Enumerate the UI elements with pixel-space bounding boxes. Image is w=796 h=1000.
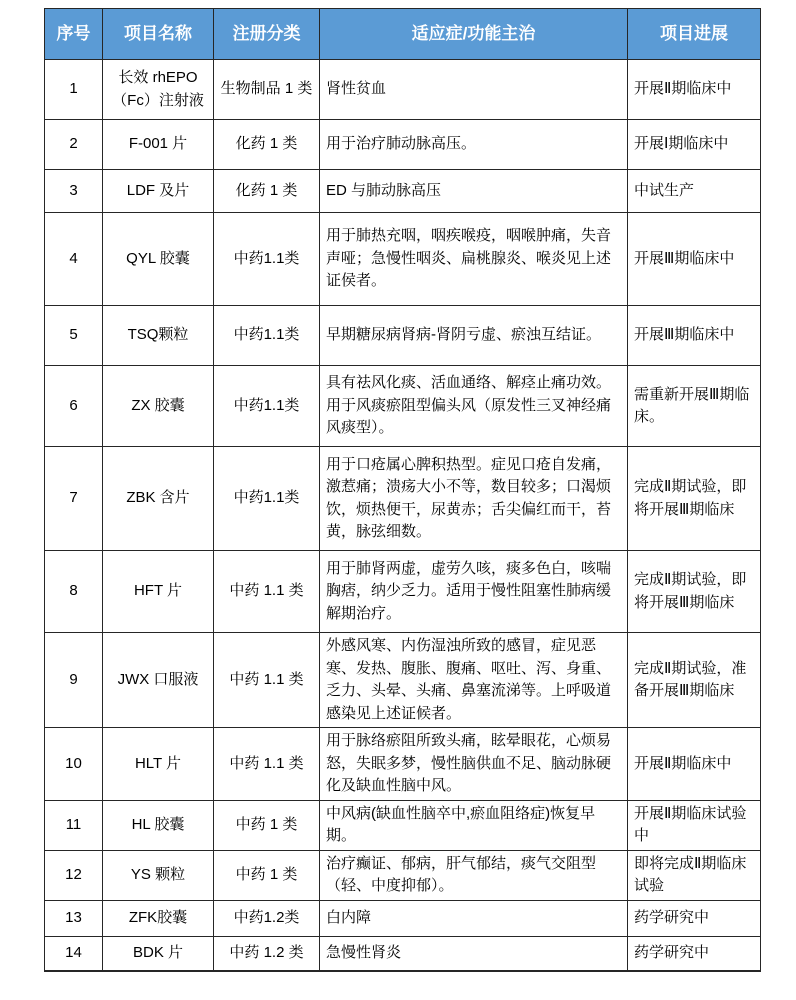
cell-indication: 用于口疮属心脾积热型。症见口疮自发痛，激惹痛；溃疡大小不等，数目较多；口渴烦饮，烦热便干，尿黄赤；舌尖偏红而干，苔黄，脉弦细数。: [320, 447, 628, 551]
cell-index: 7: [45, 447, 103, 551]
cell-index: 6: [45, 366, 103, 447]
table-row: [45, 633, 761, 728]
cell-index: 5: [45, 306, 103, 366]
cell-index: 8: [45, 551, 103, 633]
table-row: [45, 447, 761, 551]
cell-index: 13: [45, 900, 103, 936]
cell-indication: 肾性贫血: [320, 60, 628, 120]
cell-indication: 具有祛风化痰、活血通络、解痉止痛功效。用于风痰瘀阻型偏头风（原发性三叉神经痛风痰型）。: [320, 366, 628, 447]
cell-registration-category: 中药 1.2 类: [214, 936, 320, 971]
cell-indication: 用于治疗肺动脉高压。: [320, 120, 628, 170]
table-row: [45, 850, 761, 900]
cell-progress: 开展Ⅱ期临床试验中: [628, 800, 761, 850]
cell-registration-category: 化药 1 类: [214, 170, 320, 213]
cell-progress: 开展Ⅱ期临床中: [628, 728, 761, 801]
cell-progress: 开展Ⅰ期临床中: [628, 120, 761, 170]
cell-indication: 中风病(缺血性脑卒中,瘀血阻络症)恢复早期。: [320, 800, 628, 850]
cell-index: 3: [45, 170, 103, 213]
cell-registration-category: 生物制品 1 类: [214, 60, 320, 120]
cell-project-name: ZX 胶囊: [103, 366, 214, 447]
drug-pipeline-table: [44, 8, 761, 972]
col-header-indication: 适应症/功能主治: [320, 9, 628, 60]
cell-project-name: HFT 片: [103, 551, 214, 633]
cell-index: 9: [45, 633, 103, 728]
cell-progress: 完成Ⅱ期试验，即将开展Ⅲ期临床: [628, 551, 761, 633]
cell-progress: 开展Ⅲ期临床中: [628, 213, 761, 306]
cell-project-name: F-001 片: [103, 120, 214, 170]
cell-project-name: ZFK胶囊: [103, 900, 214, 936]
cell-indication: 急慢性肾炎: [320, 936, 628, 971]
cell-index: 4: [45, 213, 103, 306]
cell-indication: 用于脉络瘀阻所致头痛，眩晕眼花，心烦易怒，失眠多梦，慢性脑供血不足、脑动脉硬化及缺血性脑中风。: [320, 728, 628, 801]
document-page: [44, 8, 761, 972]
table-row: [45, 60, 761, 120]
table-row: [45, 170, 761, 213]
col-header-registration-category: 注册分类: [214, 9, 320, 60]
cell-progress: 即将完成Ⅱ期临床试验: [628, 850, 761, 900]
cell-project-name: QYL 胶囊: [103, 213, 214, 306]
cell-project-name: YS 颗粒: [103, 850, 214, 900]
cell-progress: 中试生产: [628, 170, 761, 213]
cell-registration-category: 中药1.1类: [214, 447, 320, 551]
cell-indication: 白内障: [320, 900, 628, 936]
table-row: [45, 120, 761, 170]
cell-indication: 外感风寒、内伤湿浊所致的感冒，症见恶寒、发热、腹胀、腹痛、呕吐、泻、身重、乏力、头晕、头痛、鼻塞流涕等。上呼吸道感染见上述证候者。: [320, 633, 628, 728]
cell-registration-category: 中药1.1类: [214, 366, 320, 447]
cell-index: 14: [45, 936, 103, 971]
col-header-project-name: 项目名称: [103, 9, 214, 60]
cell-project-name: HL 胶囊: [103, 800, 214, 850]
cell-progress: 药学研究中: [628, 900, 761, 936]
cell-registration-category: 中药 1.1 类: [214, 728, 320, 801]
cell-registration-category: 中药 1 类: [214, 850, 320, 900]
cell-progress: 完成Ⅱ期试验，准备开展Ⅲ期临床: [628, 633, 761, 728]
table-row: [45, 306, 761, 366]
cell-registration-category: 中药 1.1 类: [214, 551, 320, 633]
cell-indication: 治疗癫证、郁病，肝气郁结，痰气交阻型（轻、中度抑郁）。: [320, 850, 628, 900]
cell-registration-category: 中药 1 类: [214, 800, 320, 850]
cell-progress: 开展Ⅱ期临床中: [628, 60, 761, 120]
cell-progress: 需重新开展Ⅲ期临床。: [628, 366, 761, 447]
cell-registration-category: 中药 1.1 类: [214, 633, 320, 728]
cell-project-name: 长效 rhEPO（Fc）注射液: [103, 60, 214, 120]
cell-index: 10: [45, 728, 103, 801]
cell-registration-category: 中药1.2类: [214, 900, 320, 936]
cell-progress: 完成Ⅱ期试验，即将开展Ⅲ期临床: [628, 447, 761, 551]
cell-registration-category: 中药1.1类: [214, 306, 320, 366]
cell-project-name: JWX 口服液: [103, 633, 214, 728]
cell-registration-category: 化药 1 类: [214, 120, 320, 170]
cell-project-name: HLT 片: [103, 728, 214, 801]
cell-indication: 用于肺热充咽，咽疾喉疫，咽喉肿痛，失音声哑；急慢性咽炎、扁桃腺炎、喉炎见上述证侯者。: [320, 213, 628, 306]
table-row: [45, 728, 761, 801]
cell-indication: ED 与肺动脉高压: [320, 170, 628, 213]
cell-index: 2: [45, 120, 103, 170]
col-header-progress: 项目进展: [628, 9, 761, 60]
cell-indication: 用于肺肾两虚，虚劳久咳，痰多色白，咳喘胸痞，纳少乏力。适用于慢性阻塞性肺病缓解期治疗。: [320, 551, 628, 633]
cell-index: 11: [45, 800, 103, 850]
table-row: [45, 900, 761, 936]
cell-progress: 开展Ⅲ期临床中: [628, 306, 761, 366]
col-header-index: 序号: [45, 9, 103, 60]
cell-indication: 早期糖尿病肾病-肾阴亏虚、瘀浊互结证。: [320, 306, 628, 366]
table-row: [45, 551, 761, 633]
table-row: [45, 366, 761, 447]
cell-project-name: ZBK 含片: [103, 447, 214, 551]
cell-project-name: TSQ颗粒: [103, 306, 214, 366]
table-header-row: [45, 9, 761, 60]
cell-registration-category: 中药1.1类: [214, 213, 320, 306]
table-row: [45, 213, 761, 306]
cell-progress: 药学研究中: [628, 936, 761, 971]
cell-index: 1: [45, 60, 103, 120]
cell-project-name: LDF 及片: [103, 170, 214, 213]
table-row: [45, 936, 761, 971]
cell-index: 12: [45, 850, 103, 900]
cell-project-name: BDK 片: [103, 936, 214, 971]
table-row: [45, 800, 761, 850]
